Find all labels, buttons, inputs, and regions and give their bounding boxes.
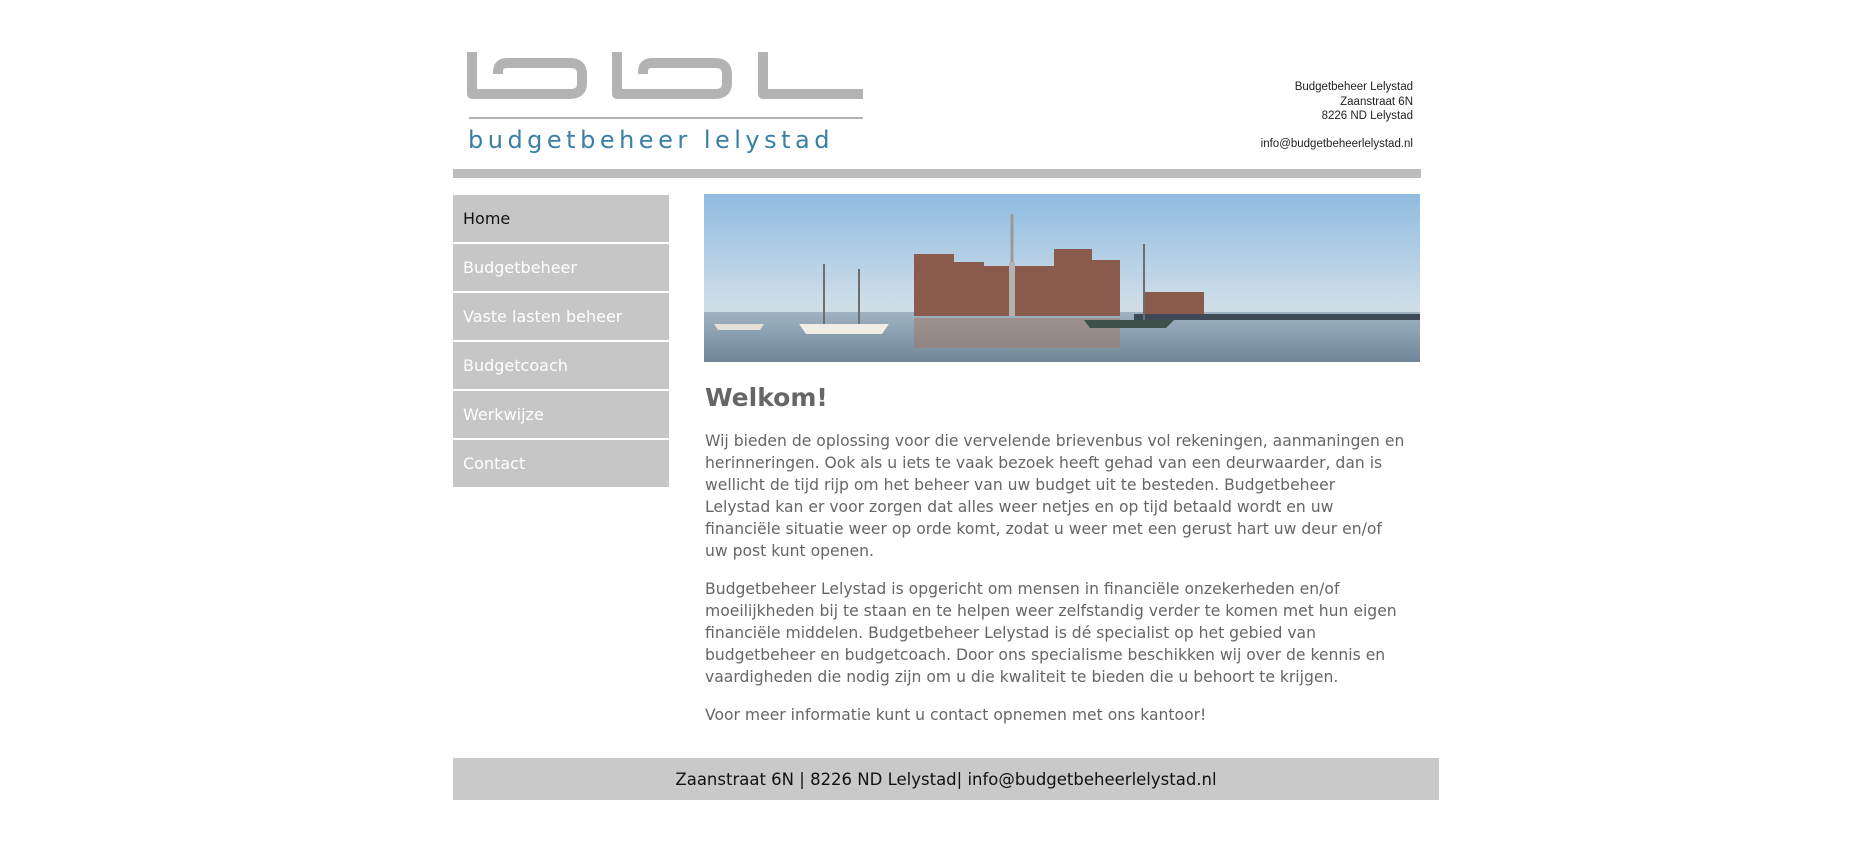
logo-letter-b1 [472, 52, 582, 94]
header-email-link[interactable]: info@budgetbeheerlelystad.nl [1260, 137, 1413, 150]
nav-item-home[interactable]: Home [453, 195, 669, 242]
footer-text: Zaanstraat 6N | 8226 ND Lelystad| info@budgetbeheerlelystad.nl [675, 769, 1217, 789]
main-content [705, 383, 1405, 742]
street-address: Zaanstraat 6N [1340, 95, 1413, 108]
footer-bar [453, 758, 1439, 800]
page-title: Welkom! [705, 383, 828, 412]
company-name: Budgetbeheer Lelystad [1294, 81, 1413, 93]
postal-city: 8226 ND Lelystad [1321, 110, 1413, 122]
about-paragraph: Budgetbeheer Lelystad is opgericht om mensen in financiële onzekerheden en/of moeilijkheden bij te staan en te helpen weer zelfstandig verder te komen met hun eigen financiële middelen. Budgetbeheer Lelystad is dé specialist op het gebied van budgetbeheer en budgetcoach. Door ons specialisme beschikken wij over de kennis en vaardigheden die nodig zijn om u die kwaliteit te bieden die u behoort te krijgen. [705, 580, 1397, 686]
nav-item-werkwijze[interactable]: Werkwijze [453, 391, 669, 438]
nav-item-contact[interactable]: Contact [453, 440, 669, 487]
nav-item-budgetbeheer[interactable]: Budgetbeheer [453, 244, 669, 291]
contact-paragraph: Voor meer informatie kunt u contact opnemen met ons kantoor! [705, 706, 1207, 724]
intro-paragraph: Wij bieden de oplossing voor die vervelende brievenbus vol rekeningen, aanmaningen en herinneringen. Ook als u iets te vaak bezoek heeft gehad van een deurwaarder, dan is wellicht de tijd rijp om het beheer van uw budget uit te besteden. Budgetbeheer Lelystad kan er voor zorgen dat alles weer netjes en op tijd betaald wordt en uw financiële situatie weer op orde komt, zodat u weer met een gerust hart uw deur en/of uw post kunt openen. [705, 432, 1405, 560]
header-address [1113, 80, 1413, 151]
logo-wordmark[interactable]: budgetbeheer lelystad [468, 126, 834, 154]
nav-item-budgetcoach[interactable]: Budgetcoach [453, 342, 669, 389]
logo-letter-b2 [617, 52, 727, 94]
hero-harbour-image [704, 194, 1420, 362]
header-divider-bar [453, 169, 1421, 178]
sidebar-nav [453, 195, 669, 489]
nav-item-vaste-lasten-beheer[interactable]: Vaste lasten beheer [453, 293, 669, 340]
logo-letter-l [763, 52, 863, 94]
